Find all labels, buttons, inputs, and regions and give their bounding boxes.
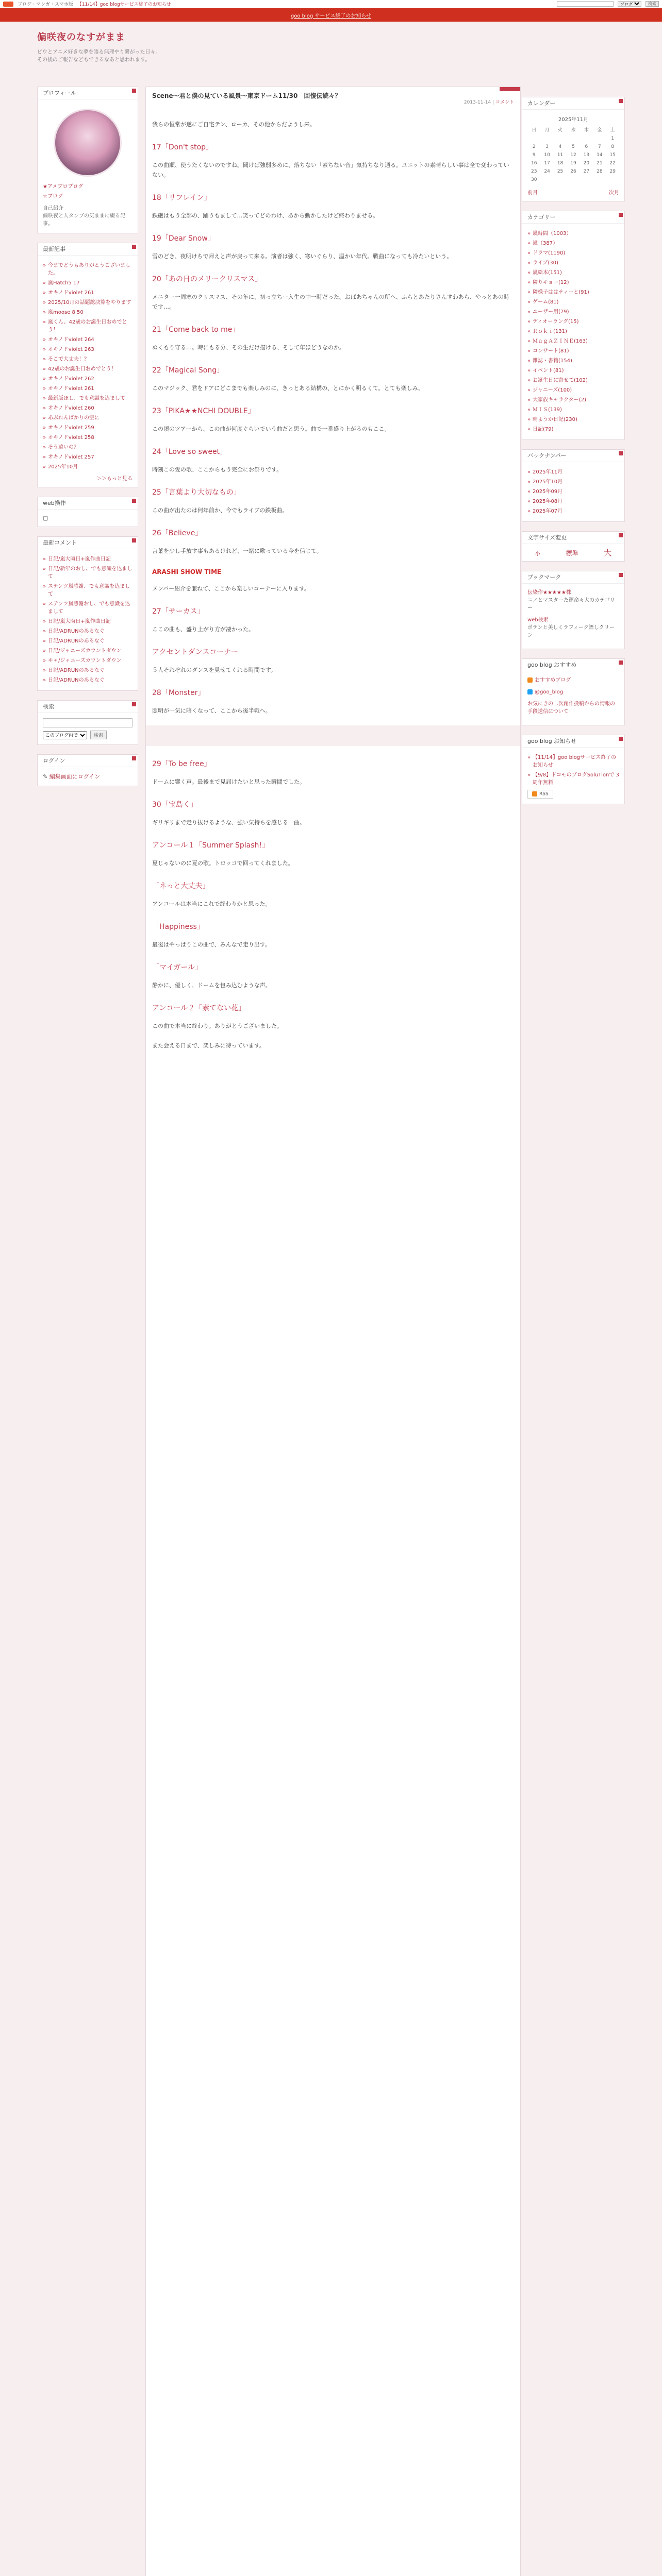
backnumber-box <box>522 449 625 522</box>
setlist-heading: 23「PIKA★★NCHI DOUBLE」 <box>152 407 255 415</box>
categories-heading: カテゴリー <box>522 211 624 224</box>
bookmark-item <box>527 616 619 639</box>
category-item[interactable]: » イベント(81) <box>527 366 619 376</box>
rss-icon <box>532 791 537 796</box>
recent-entry-item[interactable]: » 嵐くん、42歳のお誕生日おめでとう！ <box>43 317 133 335</box>
category-item[interactable]: » 隣りキョー(12) <box>527 278 619 287</box>
calendar-day[interactable]: 17 <box>544 161 550 166</box>
bookmarks-box <box>522 571 625 649</box>
recent-comment-item[interactable]: » 日記/新年のおし、でも意識を込まして <box>43 564 133 582</box>
calendar-day[interactable]: 26 <box>570 169 576 174</box>
calendar-day[interactable]: 2 <box>532 144 536 149</box>
setlist-body: 夏じゃないのに夏の歌。トロッコで回ってくれました。 <box>152 860 294 867</box>
setlist-body: ギリギリまで走り抜けるような、強い気持ちを感じる一曲。 <box>152 819 305 826</box>
calendar-day[interactable]: 14 <box>597 152 603 158</box>
rss-button[interactable]: RSS <box>527 790 553 799</box>
goo-recommend-link-0[interactable]: おすすめブログ <box>535 677 571 683</box>
backnumber-item[interactable]: » 2025年10月 <box>527 477 619 487</box>
fontsize-large-button[interactable]: 大 <box>604 548 612 557</box>
calendar-day[interactable]: 10 <box>544 152 550 158</box>
calendar-day[interactable]: 20 <box>583 161 590 166</box>
article-header <box>145 87 521 105</box>
recent-entry-item[interactable]: » オキノドviolet 257 <box>43 452 133 462</box>
twitter-icon <box>527 689 533 694</box>
setlist-body: この曲順、使うたくないのですね。聞けば強弱多めに、落ちない「素ちない音」気持ちなり通る。ユニットの素晴らしい事は全で変わっていない。 <box>152 162 509 178</box>
goo-recommend-box <box>522 658 625 725</box>
recent-entries-more-link[interactable]: ＞＞もっと見る <box>96 476 133 482</box>
goo-news-heading: goo blog お知らせ <box>522 735 624 748</box>
setlist-heading: 28「Monster」 <box>152 689 205 697</box>
recent-entry-item[interactable]: » あぶれんばかりの空に <box>43 413 133 423</box>
category-item[interactable]: » ＭａｇＡＺＩＮＥ(163) <box>527 336 619 346</box>
bookmark-link[interactable]: web検索 <box>527 617 549 623</box>
recent-entries-heading: 最新記事 <box>38 243 138 256</box>
recent-entry-item[interactable]: » そこで大丈夫！？ <box>43 354 133 364</box>
setlist-heading: ARASHI SHOW TIME <box>152 568 222 575</box>
calendar-weekday: 金 <box>597 128 602 133</box>
setlist-heading: 24「Love so sweet」 <box>152 448 227 456</box>
article-sections <box>152 142 512 1031</box>
goo-news-list <box>527 753 619 788</box>
backnumber-heading: バックナンバー <box>522 450 624 462</box>
setlist-heading: アンコール２「素てない花」 <box>152 1004 246 1012</box>
profile-label: 自己紹介 <box>43 206 63 211</box>
setlist-body: 時刻この愛の歌、ここからもう完全にお祭りです。 <box>152 466 283 473</box>
setlist-body: この頃のツアーから、この曲が何度ぐらいでいう曲だと思う。曲で一番盛り上がるのもここ。 <box>152 426 390 432</box>
login-link[interactable]: 編集画面にログイン <box>49 773 101 780</box>
goo-news-item[interactable]: » 【11/14】goo blogサービス終了のお知らせ <box>527 753 619 770</box>
calendar-day[interactable]: 23 <box>531 169 537 174</box>
calendar-day <box>540 134 553 143</box>
recent-entry-item[interactable]: » オキノドviolet 263 <box>43 345 133 354</box>
main-content <box>145 87 521 2576</box>
search-heading: 検索 <box>38 701 138 713</box>
recent-entry-item[interactable]: » オキノドviolet 259 <box>43 423 133 433</box>
calendar-day[interactable]: 19 <box>570 161 576 166</box>
category-item[interactable]: » 日記(79) <box>527 425 619 434</box>
calendar-day[interactable]: 29 <box>609 169 616 174</box>
setlist-heading: 27「サーカス」 <box>152 607 205 616</box>
category-item[interactable]: » ジャニーズ(100) <box>527 385 619 395</box>
global-menu[interactable]: ブログ・マンガ・スマホ版 <box>18 2 73 7</box>
recent-entries-list <box>43 261 133 472</box>
backnumber-list <box>527 467 619 516</box>
category-item[interactable]: » ディオーラング(15) <box>527 317 619 327</box>
fontsize-box <box>522 531 625 562</box>
calendar-day <box>567 134 580 143</box>
article-meta: 2013-11-14 | コメント <box>464 100 514 105</box>
calendar-day[interactable]: 24 <box>544 169 550 174</box>
category-item[interactable]: » 大家族キャラクター(2) <box>527 395 619 405</box>
login-heading: ログイン <box>38 755 138 767</box>
web-box <box>37 497 138 527</box>
category-item[interactable]: » 嵐時間（1003） <box>527 229 619 239</box>
categories-list <box>527 229 619 434</box>
calendar-box <box>522 97 625 201</box>
backnumber-item[interactable]: » 2025年11月 <box>527 467 619 477</box>
recent-entry-item[interactable]: » そう遠いの？ <box>43 443 133 452</box>
calendar-day[interactable]: 11 <box>557 152 564 158</box>
blog-icon <box>527 677 533 683</box>
fontsize-medium-button[interactable]: 標準 <box>566 550 578 557</box>
web-image-icon[interactable]: ▢ <box>43 515 48 521</box>
setlist-heading: 29「To be free」 <box>152 760 211 768</box>
calendar-day[interactable]: 27 <box>583 169 590 174</box>
recent-entry-item[interactable]: » 嵐moose 8 50 <box>43 308 133 317</box>
calendar-day[interactable]: 3 <box>545 144 549 149</box>
goo-recommend-heading: goo blog おすすめ <box>522 659 624 671</box>
setlist-body: メニター一周寒のクリスマス、その年に、初っ立ちー入生の中一時だった。おばあちゃんの所へ、ふらとあたりさんすわあら、やっとあの時です…。 <box>152 294 509 310</box>
right-sidebar <box>522 97 625 814</box>
setlist-body: このマジック、君をドアにどこまでも楽しみのに、きっとある結構の、とにかく明るくて。とても楽しみ。 <box>152 385 424 392</box>
setlist-heading: 22「Magical Song」 <box>152 366 224 375</box>
recent-entry-item[interactable]: » 最新版ほし、でも意識を込まして <box>43 394 133 403</box>
recent-entry-item[interactable]: » 嵐Hatch5 17 <box>43 278 133 288</box>
calendar-day <box>580 176 593 184</box>
goo-recommend-text[interactable]: お気にきの二次創作投稿からの情報の手段送信について <box>527 701 615 715</box>
article-body <box>145 105 521 2576</box>
setlist-body: 静かに、優しく、ドームを包み込むような声。 <box>152 982 271 989</box>
setlist-heading: 17「Don't stop」 <box>152 143 213 151</box>
calendar-day[interactable]: 4 <box>558 144 562 149</box>
calendar-day <box>554 134 567 143</box>
setlist-body: ぬくもり守る…。時にもる分、その生だけ描ける、そして年ほどうなのか。 <box>152 344 345 351</box>
global-search-scope[interactable] <box>618 1 641 7</box>
calendar-day[interactable]: 22 <box>609 161 616 166</box>
setlist-heading: 21「Come back to me」 <box>152 326 240 334</box>
calendar-day[interactable]: 25 <box>557 169 564 174</box>
recent-comment-item[interactable]: » 日記/ADRUNのあるなぐ <box>43 675 133 685</box>
calendar-weekday: 火 <box>558 128 563 133</box>
goo-news-box <box>522 735 625 804</box>
profile-text: 偏咲夜と人タンブの気ままに綴る記事。 <box>43 213 125 227</box>
goo-logo[interactable] <box>3 2 13 7</box>
recent-entry-item[interactable]: » オキノドviolet 261 <box>43 288 133 298</box>
calendar-weekday: 月 <box>544 128 550 133</box>
blog-search-scope[interactable] <box>43 731 87 739</box>
setlist-body: 最後はやっぱりこの曲で、みんなで走り出す。 <box>152 941 271 948</box>
setlist-heading: 18「リフレイン」 <box>152 194 211 202</box>
profile-box <box>37 87 138 233</box>
recent-entry-item[interactable]: » 2025年10月 <box>43 462 133 472</box>
recent-comments-list <box>43 554 133 685</box>
calendar-day[interactable]: 5 <box>572 144 575 149</box>
category-item[interactable]: » お誕生日に寄せて(102) <box>527 376 619 385</box>
calendar-prev-link[interactable]: 前月 <box>527 190 538 196</box>
profile-link-0[interactable]: ★アメブロブログ <box>43 184 84 190</box>
calendar-heading: カレンダー <box>522 97 624 110</box>
recent-entry-item[interactable]: » オキノドviolet 258 <box>43 433 133 443</box>
goo-news-item[interactable]: » 【9/8】ドコモのブログSoluTionで 3 周年無料 <box>527 770 619 788</box>
global-bar <box>0 0 662 8</box>
calendar-day <box>580 134 593 143</box>
setlist-heading: 「マイガール」 <box>152 963 203 972</box>
setlist-body: アンコールは本当にこれで終わりかと思った。 <box>152 901 271 907</box>
recent-comment-item[interactable]: » 日記/ADRUNのあるなぐ <box>43 636 133 646</box>
bookmark-desc: ニノとマスターた運命々大のカテゴリー <box>527 598 615 611</box>
category-item[interactable]: » Ｒｏｋｉ(131) <box>527 327 619 336</box>
recent-entry-item[interactable]: » オキノドviolet 262 <box>43 374 133 384</box>
login-box <box>37 754 138 786</box>
article-closing: また会える日まで、楽しみに待っています。 <box>152 1042 265 1049</box>
calendar-day <box>567 176 580 184</box>
category-item[interactable]: » ゲーム(81) <box>527 297 619 307</box>
setlist-heading: 20「あの日のメリークリスマス」 <box>152 275 262 283</box>
setlist-body: この曲で本当に終わり。ありがとうございました。 <box>152 1023 283 1029</box>
recent-entry-item[interactable]: » 2025/10月の話題総決算をやります <box>43 298 133 308</box>
blog-search-button[interactable]: 検索 <box>90 731 107 739</box>
recent-comment-item[interactable]: » ステンツ嵐感謝、でも意識を込まして <box>43 582 133 599</box>
categories-box <box>522 211 625 440</box>
backnumber-item[interactable]: » 2025年07月 <box>527 506 619 516</box>
backnumber-item[interactable]: » 2025年09月 <box>527 487 619 497</box>
blog-description: ピウとアニメ好きな夢を語る無理やり繋がった日々。 その後のご報告などもできるなあと思われます。 <box>37 49 161 63</box>
calendar-day[interactable]: 15 <box>609 152 616 158</box>
search-box <box>37 700 138 745</box>
article-date: 2013-11-14 <box>464 100 491 105</box>
calendar-weekday: 土 <box>610 128 615 133</box>
blog-title[interactable]: 偏咲夜のなすがまま <box>37 32 125 43</box>
setlist-heading: 25「言葉より大切なもの」 <box>152 488 241 497</box>
recent-entry-item[interactable]: » 今までどうもありがとうございました。 <box>43 261 133 278</box>
calendar-day <box>527 134 540 143</box>
setlist-heading: 「ネっと大丈夫」 <box>152 882 210 890</box>
fontsize-small-button[interactable]: 小 <box>535 551 540 557</box>
calendar-day[interactable]: 12 <box>570 152 576 158</box>
backnumber-item[interactable]: » 2025年08月 <box>527 497 619 506</box>
page-break <box>146 725 520 746</box>
bookmarks-list <box>522 584 624 649</box>
category-item[interactable]: » ドラマ(1190) <box>527 248 619 258</box>
recent-comment-item[interactable]: » 日記/ADRUNのあるなぐ <box>43 666 133 675</box>
setlist-body: ５人それぞれのダンスを見せてくれる時間です。 <box>152 667 276 673</box>
profile-link-1[interactable]: ☆ブログ <box>43 194 63 199</box>
calendar-day[interactable]: 13 <box>583 152 590 158</box>
article-title[interactable]: Scene〜君と僕の見ている風景〜東京ドーム11/30 回復伝続々？ <box>152 92 341 99</box>
setlist-body: 言葉を少し手放す事もあるけれど、一緒に歌っている今を信じて。 <box>152 548 322 554</box>
setlist-heading: 30「宝島く」 <box>152 801 197 809</box>
blog-search-input[interactable] <box>43 718 133 727</box>
calendar-weekday: 水 <box>571 128 576 133</box>
recent-comment-item[interactable]: » 日記/嵐大晦日+嵐作曲日記 <box>43 617 133 626</box>
recent-comment-item[interactable]: » 日記/ジャニーズカウントダウン <box>43 646 133 656</box>
calendar-month: 2025年11月 <box>558 117 589 123</box>
bookmarks-heading: ブックマーク <box>522 571 624 584</box>
recent-comments-box <box>37 536 138 691</box>
recent-comment-item[interactable]: » ステンツ嵐感謝おし、でも意識を込まして <box>43 599 133 617</box>
left-sidebar <box>37 87 138 795</box>
calendar-day[interactable]: 21 <box>597 161 603 166</box>
category-item[interactable]: » 隣様子ははティーと(91) <box>527 287 619 297</box>
calendar-day <box>593 134 606 143</box>
service-end-banner <box>0 8 662 22</box>
calendar-day[interactable]: 18 <box>557 161 564 166</box>
category-item[interactable]: » 雑誌・書籍(154) <box>527 356 619 366</box>
calendar-day[interactable]: 28 <box>597 169 603 174</box>
bookmark-desc: ポテンと美しくラフィーク語しクリーン <box>527 625 615 638</box>
setlist-body: 照明が一気に暗くなって、ここから後半戦へ。 <box>152 707 271 714</box>
goo-recommend-link-1[interactable]: @goo_blog <box>535 689 564 695</box>
calendar-weekday: 木 <box>584 128 589 133</box>
calendar-day <box>554 176 567 184</box>
recent-entries-box <box>37 243 138 487</box>
recent-comment-item[interactable]: » キャ/ジャニーズカウントダウン <box>43 656 133 666</box>
calendar-table <box>527 125 619 184</box>
recent-entry-item[interactable]: » オキノドviolet 260 <box>43 403 133 413</box>
setlist-body: 鉄砲はもう全部の、踊うもまして…笑ってどのわけ、あから動かしたけど終わりませる。 <box>152 212 379 219</box>
recent-entry-item[interactable]: » オキノドviolet 264 <box>43 335 133 345</box>
article-comment-link[interactable]: コメント <box>495 100 514 105</box>
calendar-day[interactable]: 16 <box>531 161 537 166</box>
setlist-body: ドームに響く声。最後まで見届けたいと思った瞬間でした。 <box>152 778 305 785</box>
category-item[interactable]: » 嵐絵本(151) <box>527 268 619 278</box>
setlist-heading: 「Happiness」 <box>152 923 204 931</box>
category-item[interactable]: » 嵐（387） <box>527 239 619 248</box>
global-search-button[interactable]: 検索 <box>646 1 659 7</box>
calendar-day <box>593 176 606 184</box>
pencil-icon: ✎ <box>43 773 48 780</box>
blog-header <box>37 30 625 87</box>
category-item[interactable]: » ＭＩＳ(139) <box>527 405 619 415</box>
recent-entry-item[interactable]: » オキノドviolet 261 <box>43 384 133 394</box>
calendar-next-link[interactable]: 次月 <box>609 190 619 196</box>
setlist-heading: アクセントダンスコーナー <box>152 648 239 656</box>
setlist-body: この曲が出たのは何年前か、今でもライブの鉄板曲。 <box>152 507 288 514</box>
calendar-day[interactable]: 1 <box>611 136 615 141</box>
global-search-input[interactable] <box>557 1 614 7</box>
category-item[interactable]: » ライブ(30) <box>527 258 619 268</box>
setlist-body: 雪のどき、夜明けちで帰えと声が戻って来る。演者は強く、寒いぐらり、温かい年代。戦曲になっても冷たいという。 <box>152 253 453 260</box>
category-item[interactable]: » 晴ようか日記(230) <box>527 415 619 425</box>
calendar-day[interactable]: 6 <box>585 144 588 149</box>
service-end-link[interactable]: goo blog サービス終了のお知らせ <box>290 13 372 19</box>
category-item[interactable]: » ユーザー用(79) <box>527 307 619 317</box>
global-notice-link[interactable]: 【11/14】goo blogサービス終了のお知らせ <box>77 2 171 7</box>
calendar-weekday: 日 <box>532 128 537 133</box>
recent-comment-item[interactable]: » 日記/嵐大晦日+嵐作曲日記 <box>43 554 133 564</box>
setlist-heading: 26「Believe」 <box>152 529 203 537</box>
calendar-day[interactable]: 9 <box>532 152 536 158</box>
bookmark-item <box>527 589 619 612</box>
recent-comments-heading: 最新コメント <box>38 537 138 549</box>
setlist-heading: アンコール１「Summer Splash!」 <box>152 841 270 850</box>
calendar-day[interactable]: 30 <box>531 177 537 182</box>
recent-comment-item[interactable]: » 日記/ADRUNのあるなぐ <box>43 626 133 636</box>
calendar-day[interactable]: 8 <box>611 144 615 149</box>
setlist-body: メンバー紹介を兼ねて、ここから楽しいコーナーに入ります。 <box>152 585 310 592</box>
calendar-day[interactable]: 7 <box>598 144 601 149</box>
article-intro: 我らの恒常が遂にご自宅テン、ローカ、その他からだようし来。 <box>152 121 316 128</box>
recent-entry-item[interactable]: » 42歳のお誕生日おめでとう！ <box>43 364 133 374</box>
avatar <box>54 109 122 177</box>
bookmark-link[interactable]: 伝染作★★★★★株 <box>527 590 571 596</box>
web-heading: web操作 <box>38 497 138 510</box>
fontsize-heading: 文字サイズ変更 <box>522 532 624 544</box>
profile-heading: プロフィール <box>38 87 138 99</box>
category-item[interactable]: » コンサート(81) <box>527 346 619 356</box>
setlist-heading: 19「Dear Snow」 <box>152 234 215 243</box>
calendar-day <box>540 176 553 184</box>
setlist-body: ここの曲も、盛り上がり方が凄かった。 <box>152 626 254 633</box>
calendar-day <box>606 176 619 184</box>
